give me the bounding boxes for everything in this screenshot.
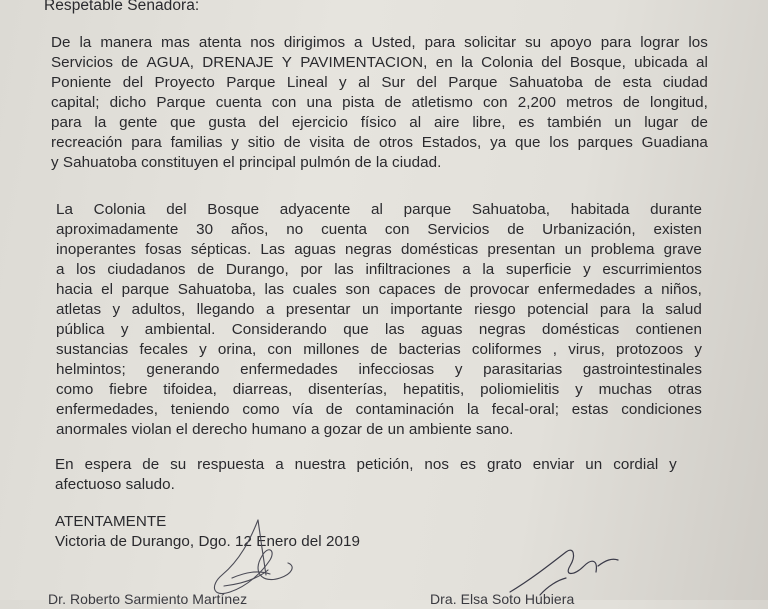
- signatory-right: Dra. Elsa Soto Hubiera: [430, 591, 575, 607]
- place-date: Victoria de Durango, Dgo. 12 Enero del 2019: [55, 533, 360, 550]
- signatory-left: Dr. Roberto Sarmiento Martínez: [48, 591, 248, 607]
- p1-line: recreación para familias y sitio de visita de otros Estados, ya que los parques Guadiana: [51, 134, 708, 151]
- p2-line: helmintos; generando enfermedades infecciosas y parasitarias gastrointestinales: [56, 361, 702, 378]
- p1-line: De la manera mas atenta nos dirigimos a Usted, para solicitar su apoyo para lograr los: [51, 34, 708, 51]
- p1-line: y Sahuatoba constituyen el principal pulmón de la ciudad.: [51, 154, 442, 171]
- p2-line: aproximadamente 30 años, no cuenta con Servicios de Urbanización, existen: [56, 221, 702, 238]
- p2-line: sustancias fecales y orina, con millones de bacterias coliformes , virus, protozoos y: [56, 341, 702, 358]
- p3-line: En espera de su respuesta a nuestra petición, nos es grato enviar un cordial y: [55, 456, 677, 473]
- p1-line: para la gente que gusta del ejercicio físico al aire libre, es también un lugar de: [51, 114, 708, 131]
- p2-line: pública y ambiental. Considerando que las aguas negras domésticas contienen: [56, 321, 702, 338]
- p1-line: Poniente del Proyecto Parque Lineal y al Sur del Parque Sahuatoba de esta ciudad: [51, 74, 708, 91]
- p2-line: inoperantes fosas sépticas. Las aguas negras domésticas presentan un problema grave: [56, 241, 702, 258]
- p2-line: enfermedades, teniendo como vía de contaminación la fecal-oral; estas condiciones: [56, 401, 702, 418]
- signature-right: [510, 550, 618, 595]
- closing: ATENTAMENTE: [55, 513, 167, 530]
- p2-line: hacia el parque Sahuatoba, las cuales son capaces de provocar enfermedades a niños,: [56, 281, 702, 298]
- p3-line: afectuoso saludo.: [55, 476, 175, 493]
- p1-line: capital; dicho Parque cuenta con una pista de atletismo con 2,200 metros de longitud,: [51, 94, 708, 111]
- signature-left: [214, 520, 292, 594]
- p2-line: como fiebre tifoidea, diarreas, disenterías, hepatitis, poliomielitis y muchas otras: [56, 381, 702, 398]
- greeting: Respetable Senadora:: [44, 0, 200, 14]
- p2-line: a los ciudadanos de Durango, por las infiltraciones a la superficie y escurrimientos: [56, 261, 702, 278]
- p1-line: Servicios de AGUA, DRENAJE Y PAVIMENTACION, en la Colonia del Bosque, ubicada al: [51, 54, 708, 71]
- p2-line: anormales violan el derecho humano a gozar de un ambiente sano.: [56, 421, 514, 438]
- p2-line: atletas y adultos, llegando a presentar un importante riesgo potencial para la salud: [56, 301, 702, 318]
- p2-line: La Colonia del Bosque adyacente al parque Sahuatoba, habitada durante: [56, 201, 702, 218]
